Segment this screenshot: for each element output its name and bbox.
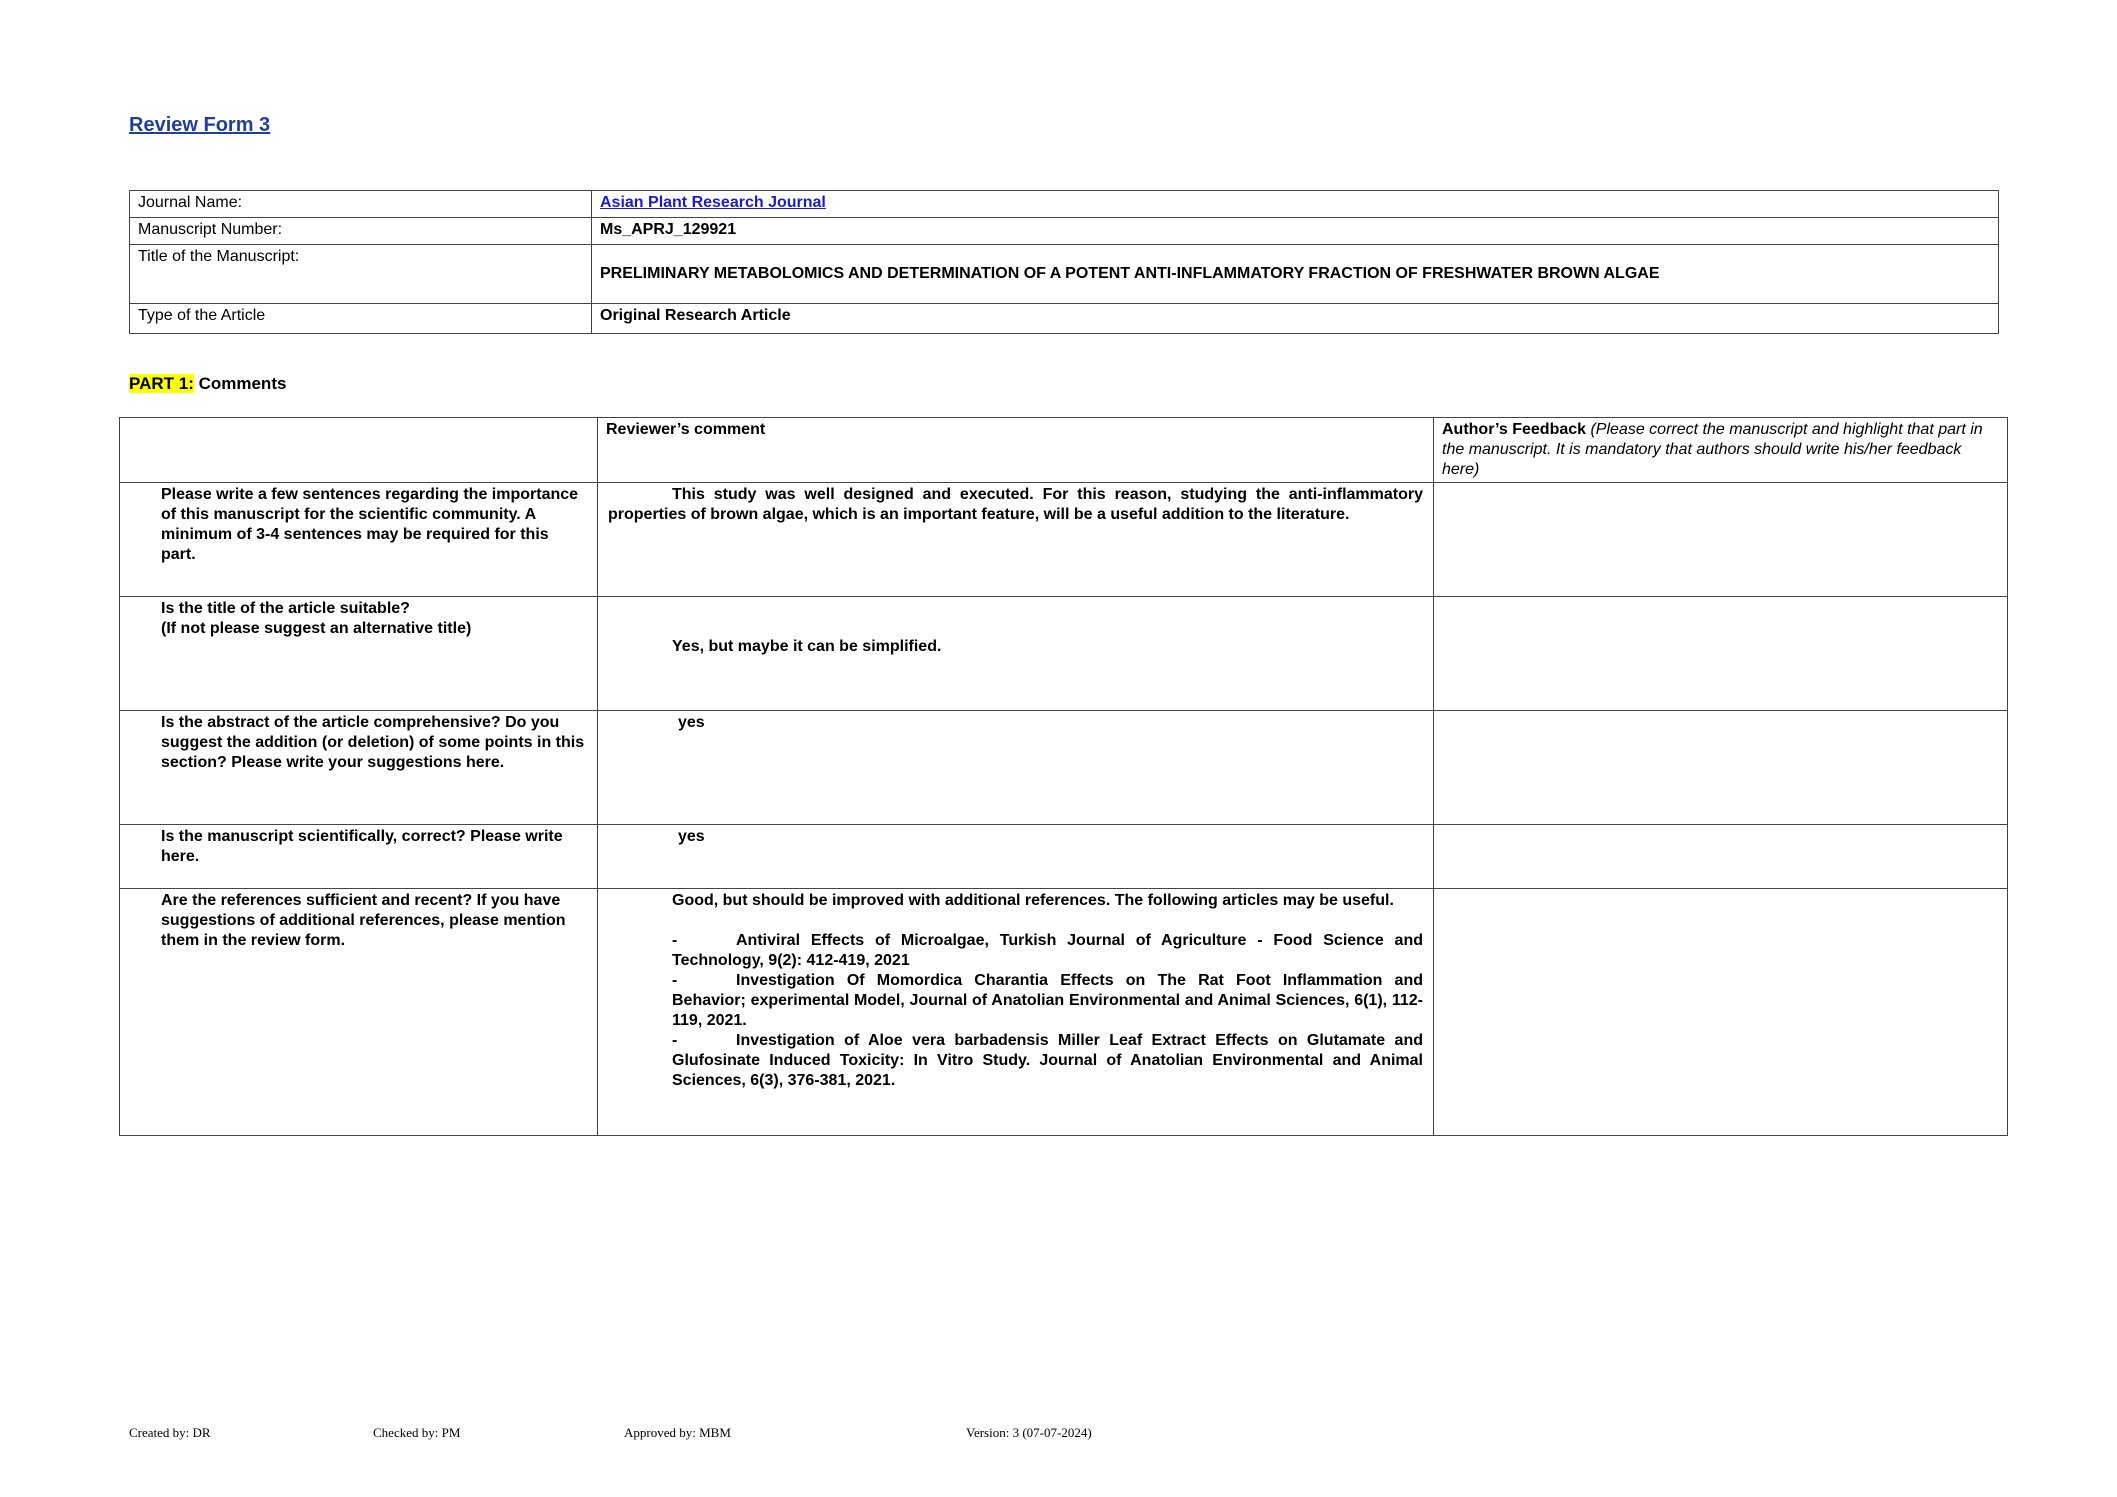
reference-item: - Investigation of Aloe vera barbadensis Miller Leaf Extract Effects on Glutamate and Glufosinate Induced Toxicity: In Vitro Study. Journal of Anatolian Environmental and Animal Sciences, 6(3), 376-381, 2021. — [672, 1032, 1423, 1089]
article-type-value: Original Research Article — [592, 304, 1999, 334]
manuscript-title-value: PRELIMINARY METABOLOMICS AND DETERMINATION OF A POTENT ANTI-INFLAMMATORY FRACTION OF FRESHWATER BROWN ALGAE — [592, 245, 1999, 304]
version: Version: 3 (07-07-2024) — [966, 1425, 1092, 1440]
author-feedback-cell[interactable] — [1434, 825, 2008, 889]
approved-by: Approved by: MBM — [624, 1425, 731, 1440]
header-reviewer-comment: Reviewer’s comment — [598, 418, 1434, 483]
reference-item: - Investigation Of Momordica Charantia Effects on The Rat Foot Inflammation and Behavior; experimental Model, Journal of Anatolian Environmental and Animal Sciences, 6(1), 112-119, 2021. — [672, 972, 1423, 1029]
table-row — [120, 825, 2008, 889]
author-feedback-cell[interactable] — [1434, 889, 2008, 1136]
manuscript-title-label: Title of the Manuscript: — [130, 245, 592, 304]
reviewer-comment: yes — [598, 825, 1434, 889]
manuscript-number-label: Manuscript Number: — [130, 218, 592, 245]
reviewer-comment — [598, 889, 1434, 1136]
question: Please write a few sentences regarding the importance of this manuscript for the scientific community. A minimum of 3-4 sentences may be required for this part. — [120, 483, 598, 597]
reviewer-comment: This study was well designed and executed. For this reason, studying the anti-inflammatory properties of brown algae, which is an important feature, will be a useful addition to the literature. — [598, 483, 1434, 597]
question: Are the references sufficient and recent? If you have suggestions of additional references, please mention them in the review form. — [120, 889, 598, 1136]
checked-by: Checked by: PM — [373, 1425, 461, 1440]
table-row — [120, 483, 2008, 597]
table-row — [120, 711, 2008, 825]
author-feedback-cell[interactable] — [1434, 483, 2008, 597]
table-row — [120, 597, 2008, 711]
created-by: Created by: DR — [129, 1425, 211, 1440]
form-title: Review Form 3 — [129, 114, 271, 136]
author-feedback-cell[interactable] — [1434, 597, 2008, 711]
comments-table — [119, 417, 2008, 1136]
question: Is the title of the article suitable? (If not please suggest an alternative title) — [120, 597, 598, 711]
reviewer-comment: yes — [598, 711, 1434, 825]
manuscript-number-value: Ms_APRJ_129921 — [592, 218, 1999, 245]
header-author-feedback: Author’s Feedback (Please correct the manuscript and highlight that part in the manuscript. It is mandatory that authors should write his/her feedback here) — [1434, 418, 2008, 483]
part-heading — [129, 374, 286, 394]
question: Is the abstract of the article comprehensive? Do you suggest the addition (or deletion) of some points in this section? Please write your suggestions here. — [120, 711, 598, 825]
reviewer-comment: Yes, but maybe it can be simplified. — [598, 597, 1434, 711]
table-row — [120, 889, 2008, 1136]
journal-link[interactable]: Asian Plant Research Journal — [600, 194, 826, 211]
header-empty — [120, 418, 598, 483]
part-title: Comments — [193, 374, 287, 393]
journal-label: Journal Name: — [130, 191, 592, 218]
reference-item: - Antiviral Effects of Microalgae, Turkish Journal of Agriculture - Food Science and Technology, 9(2): 412-419, 2021 — [672, 932, 1423, 969]
manuscript-info-table — [129, 190, 1999, 334]
question: Is the manuscript scientifically, correct? Please write here. — [120, 825, 598, 889]
article-type-label: Type of the Article — [130, 304, 592, 334]
part-label: PART 1: — [129, 374, 194, 393]
references-intro: Good, but should be improved with additional references. The following articles may be useful. — [672, 892, 1394, 909]
author-feedback-cell[interactable] — [1434, 711, 2008, 825]
